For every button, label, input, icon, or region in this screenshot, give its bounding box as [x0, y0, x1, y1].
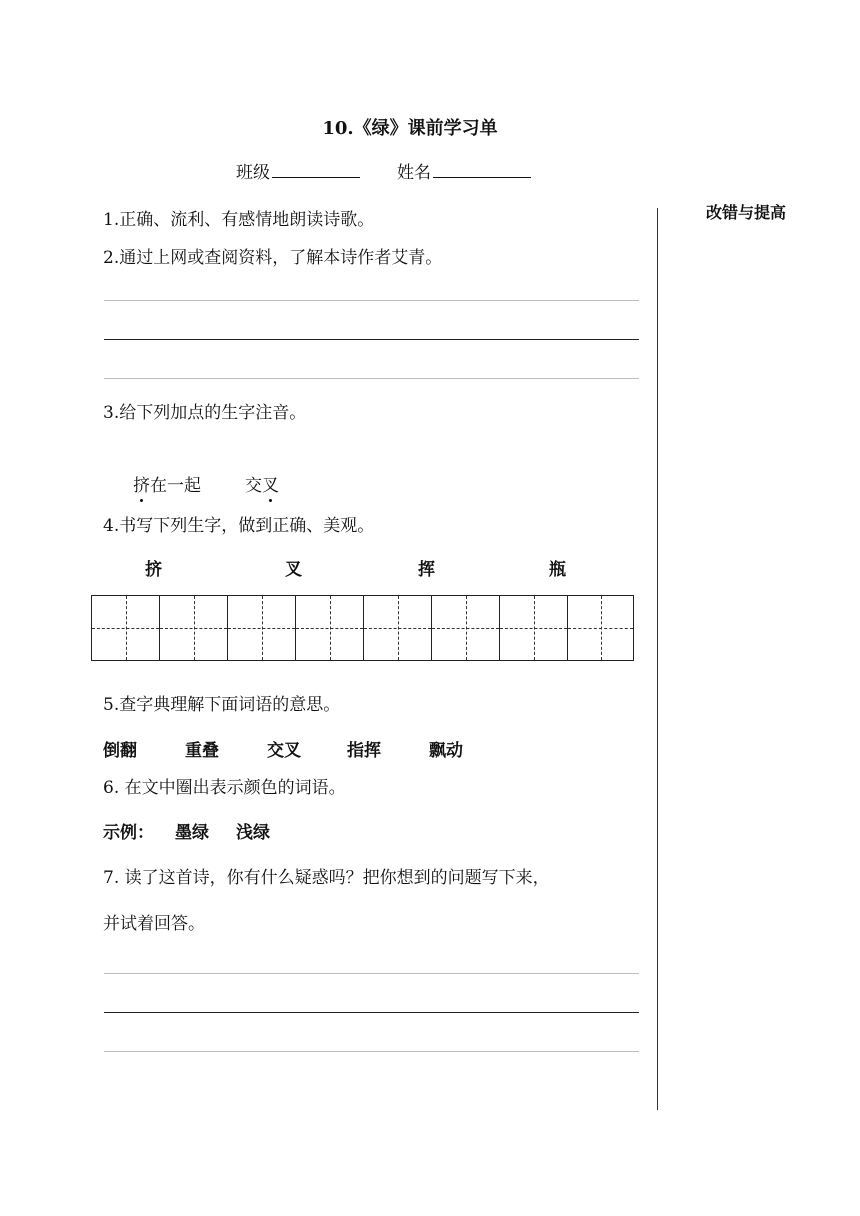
word-prefix: 交 [245, 476, 262, 496]
answer-line[interactable] [104, 1012, 639, 1013]
practice-char: 挤 [145, 560, 162, 580]
writing-cell[interactable] [92, 596, 160, 660]
question-3: 3.给下列加点的生字注音。 [103, 403, 307, 423]
vocab-word: 指挥 [347, 741, 381, 761]
writing-cell[interactable] [568, 596, 633, 660]
writing-cell[interactable] [228, 596, 296, 660]
column-divider [657, 208, 658, 1110]
question-6: 6. 在文中圈出表示颜色的词语。 [103, 778, 346, 798]
practice-char: 瓶 [549, 560, 566, 580]
question-5: 5.查字典理解下面词语的意思。 [103, 695, 341, 715]
writing-cell[interactable] [500, 596, 568, 660]
name-label: 姓名 [397, 163, 431, 183]
vocab-word: 重叠 [185, 741, 219, 761]
page-title: 10.《绿》课前学习单 [322, 118, 498, 139]
writing-cell[interactable] [296, 596, 364, 660]
answer-line[interactable] [104, 973, 639, 974]
writing-cell[interactable] [432, 596, 500, 660]
example-word: 浅绿 [236, 823, 270, 843]
example-label: 示例： [103, 823, 154, 843]
vocab-word: 倒翻 [103, 741, 137, 761]
name-blank[interactable] [433, 159, 531, 178]
practice-char: 挥 [418, 560, 435, 580]
class-label: 班级 [236, 163, 270, 183]
sidebar-title: 改错与提高 [706, 203, 787, 222]
pinyin-word-1 [133, 471, 201, 496]
question-7: 7. 读了这首诗，你有什么疑惑吗？把你想到的问题写下来， [103, 868, 550, 888]
writing-cell[interactable] [160, 596, 228, 660]
class-blank[interactable] [272, 159, 360, 178]
vocab-word: 交叉 [267, 741, 301, 761]
word-rest: 在一起 [150, 476, 201, 496]
class-field [236, 158, 360, 183]
answer-line[interactable] [104, 1051, 639, 1052]
dotted-character: 叉 [262, 471, 279, 496]
answer-line[interactable] [104, 378, 639, 379]
question-2: 2.通过上网或查阅资料，了解本诗作者艾青。 [103, 248, 443, 268]
answer-line[interactable] [104, 339, 639, 340]
pinyin-word-2 [245, 471, 279, 496]
practice-char: 叉 [285, 560, 302, 580]
question-7-cont: 并试着回答。 [103, 914, 205, 934]
example-word: 墨绿 [175, 823, 209, 843]
writing-grid [91, 595, 634, 661]
name-field [397, 158, 531, 183]
dotted-character: 挤 [133, 471, 150, 496]
vocab-word: 飘动 [429, 741, 463, 761]
question-4: 4.书写下列生字，做到正确、美观。 [103, 516, 375, 536]
answer-line[interactable] [104, 300, 639, 301]
question-1: 1.正确、流利、有感情地朗读诗歌。 [103, 210, 375, 230]
writing-cell[interactable] [364, 596, 432, 660]
